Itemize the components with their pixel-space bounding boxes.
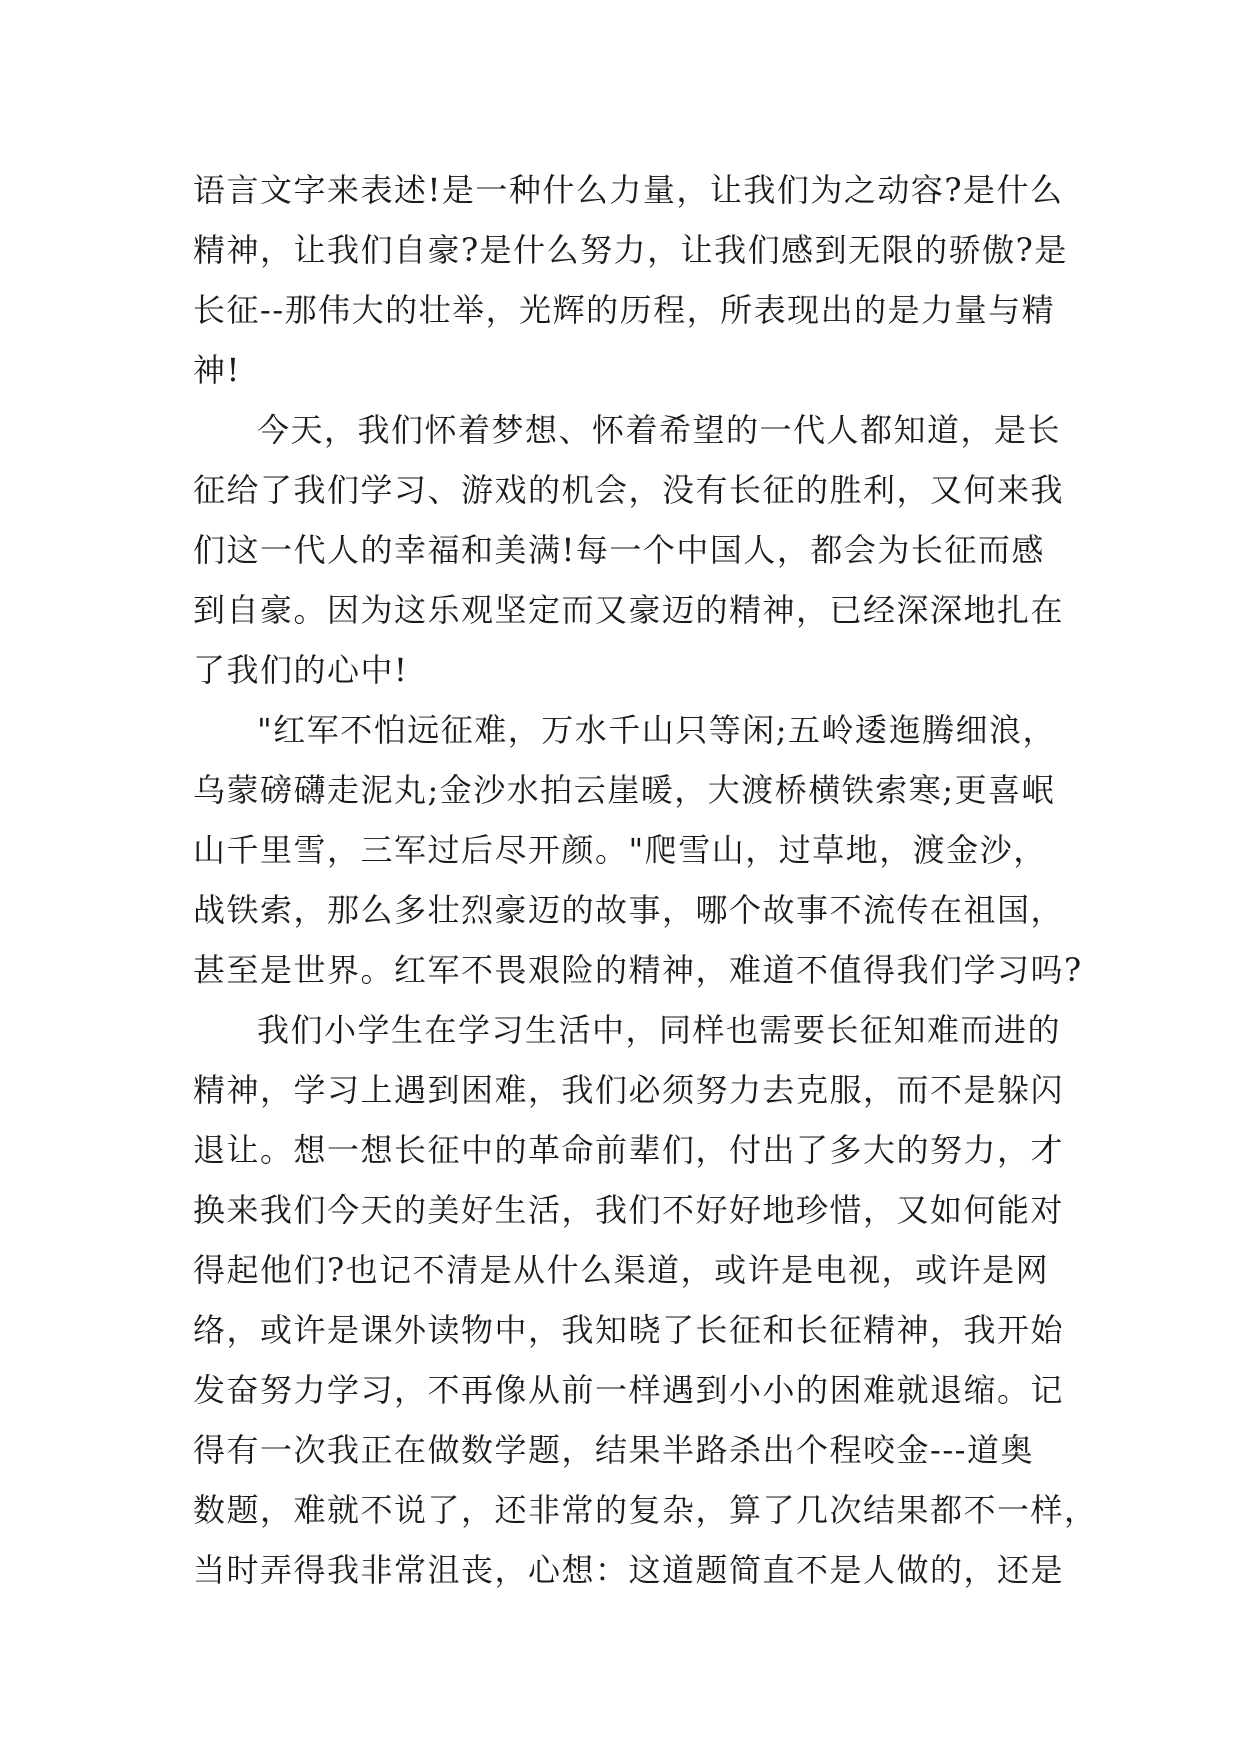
text-line: 长征--那伟大的壮举，光辉的历程，所表现出的是力量与精: [193, 291, 1056, 329]
text-line: 退让。想一想长征中的革命前辈们，付出了多大的努力，才: [193, 1131, 1065, 1169]
text-line: 精神，让我们自豪?是什么努力，让我们感到无限的骄傲?是: [193, 231, 1068, 269]
text-line: 甚至是世界。红军不畏艰险的精神，难道不值得我们学习吗?: [193, 951, 1083, 989]
text-line: 络，或许是课外读物中，我知晓了长征和长征精神，我开始: [193, 1311, 1065, 1349]
text-line: 乌蒙磅礴走泥丸;金沙水拍云崖暖，大渡桥横铁索寒;更喜岷: [193, 771, 1056, 809]
text-line: 语言文字来表述!是一种什么力量，让我们为之动容?是什么: [193, 171, 1064, 209]
text-line: 当时弄得我非常沮丧，心想：这道题简直不是人做的，还是: [193, 1551, 1065, 1589]
text-line: 山千里雪，三军过后尽开颜。"爬雪山，过草地，渡金沙，: [193, 831, 1047, 869]
text-line: 数题，难就不说了，还非常的复杂，算了几次结果都不一样，: [193, 1491, 1098, 1529]
text-line: 得有一次我正在做数学题，结果半路杀出个程咬金---道奥: [193, 1431, 1034, 1469]
text-line: 精神，学习上遇到困难，我们必须努力去克服，而不是躲闪: [193, 1071, 1065, 1109]
text-line: 神!: [193, 351, 241, 389]
text-line: 们这一代人的幸福和美满!每一个中国人，都会为长征而感: [193, 531, 1045, 569]
text-line: 战铁索，那么多壮烈豪迈的故事，哪个故事不流传在祖国，: [193, 891, 1065, 929]
text-line: 换来我们今天的美好生活，我们不好好地珍惜，又如何能对: [193, 1191, 1065, 1229]
text-line: 我们小学生在学习生活中，同样也需要长征知难而进的: [257, 1011, 1062, 1049]
text-line: 发奋努力学习，不再像从前一样遇到小小的困难就退缩。记: [193, 1371, 1065, 1409]
text-line: 到自豪。因为这乐观坚定而又豪迈的精神，已经深深地扎在: [193, 591, 1065, 629]
body-text: [193, 160, 1098, 1600]
text-line: 了我们的心中!: [193, 651, 409, 689]
text-line: 得起他们?也记不清是从什么渠道，或许是电视，或许是网: [193, 1251, 1050, 1289]
text-line: "红军不怕远征难，万水千山只等闲;五岭逶迤腾细浪，: [257, 711, 1057, 749]
text-line: 征给了我们学习、游戏的机会，没有长征的胜利，又何来我: [193, 471, 1065, 509]
text-line: 今天，我们怀着梦想、怀着希望的一代人都知道，是长: [257, 411, 1062, 449]
